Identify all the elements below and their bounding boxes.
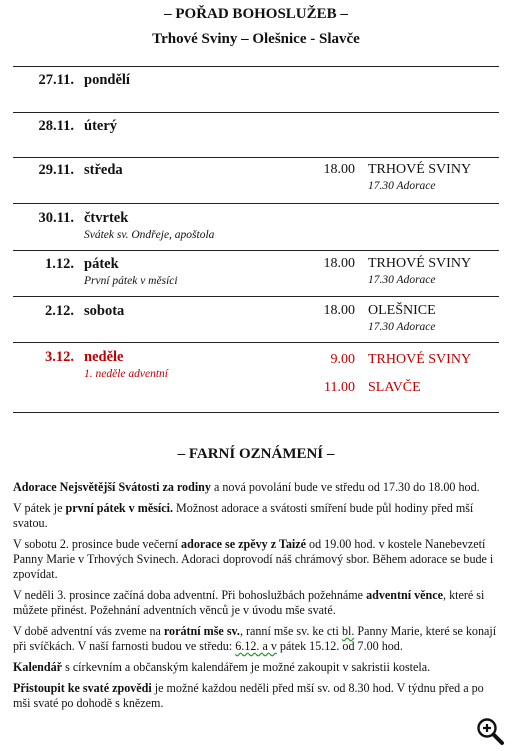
- text: s církevním a občanským kalendářem je možné zakoupit v sakristii kostela.: [62, 660, 431, 674]
- row-divider: [13, 342, 499, 343]
- announcement-paragraph: [13, 660, 501, 675]
- announcement-paragraph: [13, 537, 501, 582]
- row-date: 28.11.: [38, 118, 74, 134]
- bold-text: Přistoupit ke svaté zpovědi: [13, 681, 152, 695]
- announcement-paragraph: [13, 588, 501, 618]
- row-time: 9.00: [330, 352, 355, 367]
- text: Možnost adorace a svátosti smíření bude půl hodiny před mší svatou.: [13, 501, 474, 530]
- announcements-title: – FARNÍ OZNÁMENÍ –: [177, 446, 335, 462]
- row-subnote: 17.30 Adorace: [368, 180, 436, 192]
- row-day: neděle: [84, 349, 124, 365]
- bold-text: adorace se zpěvy z Taizé: [181, 537, 306, 551]
- schedule-title: – POŘAD BOHOSLUŽEB –: [164, 6, 348, 22]
- text: V neděli 3. prosince začíná doba adventní. Při bohoslužbách požehnáme: [13, 588, 367, 602]
- row-day: pondělí: [84, 72, 130, 88]
- row-day: středa: [84, 162, 123, 178]
- text: je možné každou neděli před mší sv. od 8.30 hod. V týdnu před a po mši svaté po dohodě s knězem.: [13, 681, 484, 710]
- row-day: pátek: [84, 256, 119, 272]
- row-time: 18.00: [323, 303, 355, 318]
- row-place: TRHOVÉ SVINY: [368, 162, 472, 177]
- row-date: 2.12.: [45, 303, 74, 319]
- row-time: 18.00: [323, 256, 355, 271]
- row-divider: [13, 203, 499, 204]
- zoom-in-icon[interactable]: [474, 716, 506, 746]
- text: , které si můžete přinést. Požehnání adventních věnců je v úvodu mše svaté.: [13, 588, 485, 617]
- row-divider: [13, 296, 499, 297]
- row-date: 27.11.: [38, 72, 74, 88]
- announcement-paragraph: [13, 501, 501, 531]
- row-note: Svátek sv. Ondřeje, apoštola: [84, 229, 215, 241]
- row-day: sobota: [84, 303, 125, 319]
- bold-text: Adorace Nejsvětější Svátosti za rodiny: [13, 480, 211, 494]
- row-place-second: SLAVČE: [368, 380, 421, 395]
- row-divider: [13, 250, 499, 251]
- row-time: 18.00: [323, 162, 355, 177]
- announcement-paragraph: [13, 480, 501, 495]
- row-place: TRHOVÉ SVINY: [368, 352, 472, 367]
- row-place: TRHOVÉ SVINY: [368, 256, 472, 271]
- row-day: čtvrtek: [84, 210, 129, 226]
- row-divider: [13, 66, 499, 67]
- row-note: 1. neděle adventní: [84, 368, 168, 380]
- announcement-paragraph: [13, 681, 501, 711]
- bold-text: Kalendář: [13, 660, 63, 674]
- bold-text: první pátek v měsíci.: [65, 501, 174, 515]
- text: pátek 15.12. od 7.00 hod.: [276, 639, 403, 653]
- row-subnote: 17.30 Adorace: [368, 321, 436, 333]
- announcement-paragraph: [13, 624, 501, 654]
- schedule-subtitle: Trhové Sviny – Olešnice - Slavče: [152, 31, 360, 47]
- text: V sobotu 2. prosince bude večerní: [13, 537, 182, 551]
- text: V pátek je: [13, 501, 66, 515]
- text: , ranní mše sv. ke cti: [239, 624, 342, 638]
- row-divider: [13, 112, 499, 113]
- row-date: 30.11.: [38, 210, 74, 226]
- row-note: První pátek v měsíci: [84, 275, 178, 287]
- row-time-second: 11.00: [324, 380, 355, 395]
- spellcheck-text: bl.: [341, 624, 355, 638]
- row-date: 3.12.: [45, 349, 74, 365]
- row-date: 29.11.: [38, 162, 74, 178]
- announcements-body: [13, 480, 501, 717]
- row-place: OLEŠNICE: [368, 303, 436, 318]
- text: V době adventní vás zveme na: [13, 624, 164, 638]
- spellcheck-text: 6.12. a v: [235, 639, 277, 653]
- row-subnote: 17.30 Adorace: [368, 274, 436, 286]
- row-divider: [13, 157, 499, 158]
- bold-text: rorátní mše sv.: [163, 624, 240, 638]
- row-divider: [13, 412, 499, 413]
- row-day: úterý: [84, 118, 118, 134]
- row-date: 1.12.: [45, 256, 74, 272]
- text: od 19.00 hod. v kostele Nanebevzetí Panny Marie v Trhových Svinech. Adoraci doprovodí náš chrámový sbor. Během adorace se bude i zpovídat.: [13, 537, 494, 581]
- bold-text: adventní věnce: [366, 588, 444, 602]
- text: a nová povolání bude ve středu od 17.30 do 18.00 hod.: [210, 480, 480, 494]
- text: Panny Marie, které se konají při svíčkách. V naší farnosti budou ve středu:: [13, 624, 497, 653]
